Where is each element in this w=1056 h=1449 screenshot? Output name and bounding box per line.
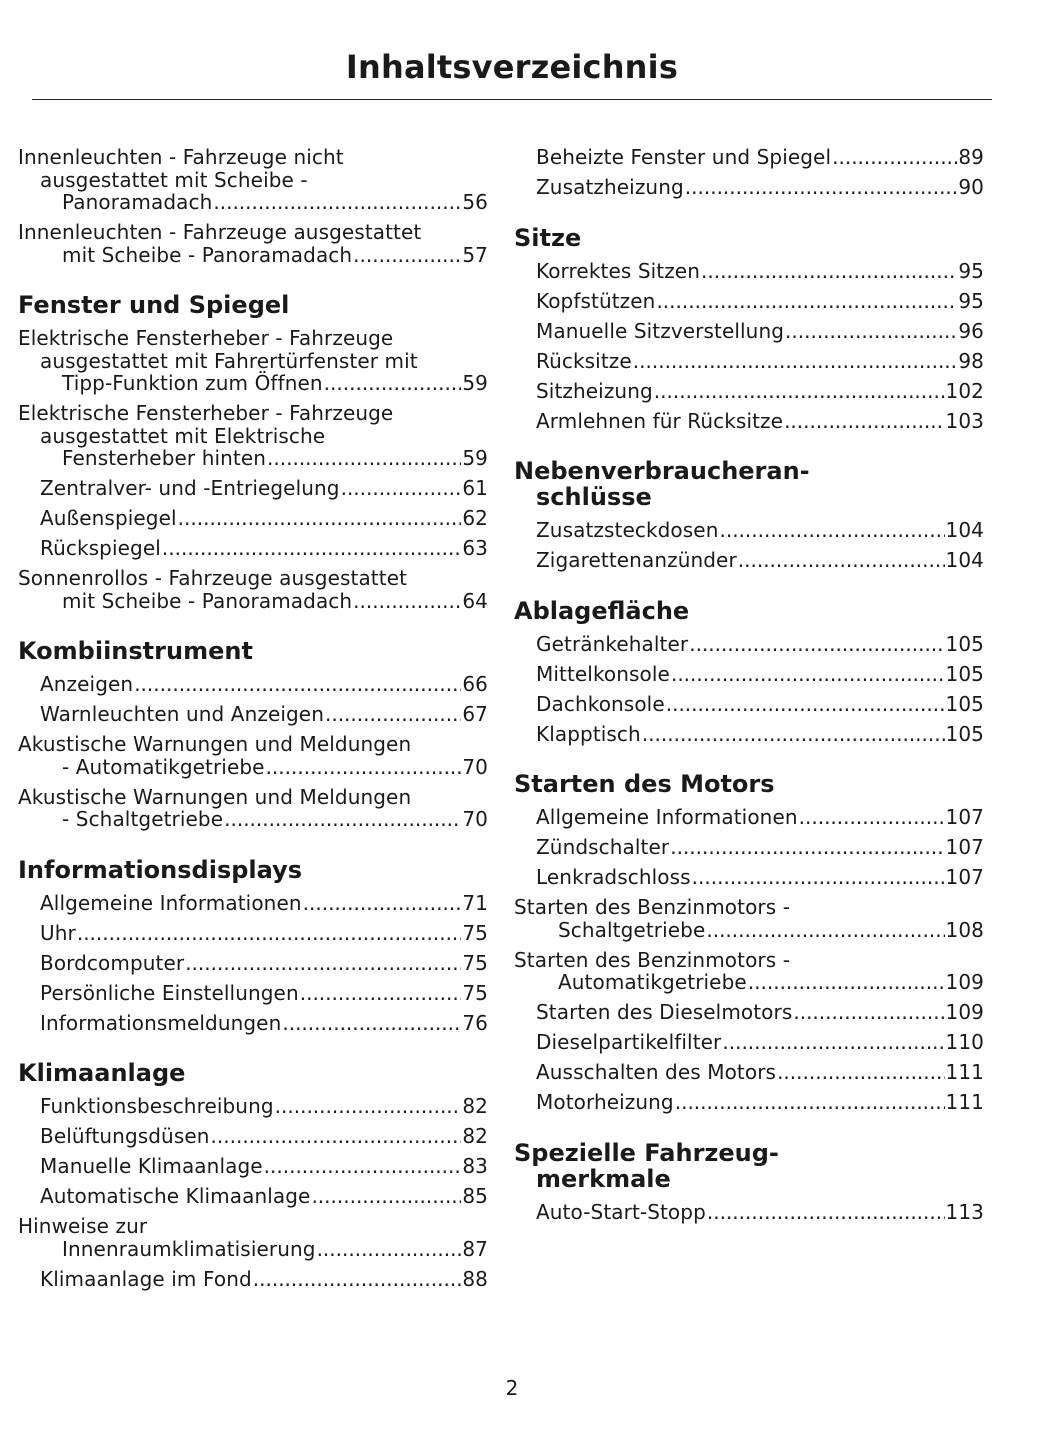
toc-entry[interactable]	[536, 1031, 984, 1054]
toc-entry-text: - Schaltgetriebe	[62, 807, 224, 831]
toc-entry[interactable]	[536, 549, 984, 572]
toc-page-number: 104	[945, 548, 984, 572]
section-heading-line: schlüsse	[536, 483, 652, 511]
toc-entry-row	[536, 663, 984, 686]
toc-entry-row	[536, 1201, 984, 1224]
dot-leader	[748, 971, 945, 994]
dot-leader	[706, 919, 944, 942]
toc-entry-text: ausgestattet mit Elektrische	[40, 423, 326, 448]
dot-leader	[832, 146, 957, 169]
toc-right-column	[514, 145, 984, 1231]
toc-entry-text: Panoramadach	[62, 190, 213, 214]
toc-entry-row	[62, 191, 488, 214]
toc-page-number: 102	[945, 378, 984, 403]
toc-entry[interactable]	[514, 947, 984, 994]
dot-leader	[224, 808, 461, 831]
dot-leader	[719, 519, 944, 542]
toc-entry[interactable]	[536, 1201, 984, 1224]
dot-leader	[77, 922, 462, 945]
dot-leader	[264, 1155, 462, 1178]
toc-entry-text: Bordcomputer	[40, 950, 185, 975]
toc-entry-row	[558, 919, 984, 942]
toc-page-number: 62	[462, 506, 488, 530]
toc-page-number: 95	[958, 258, 984, 283]
toc-page-number: 111	[945, 1090, 984, 1114]
toc-page-number: 70	[462, 754, 488, 779]
toc-entry[interactable]	[536, 693, 984, 716]
toc-entry-row	[62, 244, 488, 267]
dot-leader	[793, 1001, 944, 1024]
toc-entry[interactable]	[536, 633, 984, 656]
toc-page-number: 64	[462, 588, 488, 613]
dot-leader	[633, 350, 958, 373]
toc-page-number: 104	[945, 518, 984, 542]
dot-leader	[642, 723, 945, 746]
toc-entry-row	[40, 922, 488, 945]
toc-entry-text: Getränkehalter	[536, 631, 689, 656]
toc-entry[interactable]	[536, 836, 984, 859]
toc-entry-text: Mittelkonsole	[536, 661, 670, 686]
dot-leader	[738, 549, 945, 572]
toc-entry-text: Dieselpartikelfilter	[536, 1030, 722, 1054]
toc-entry-text: Belüftungsdüsen	[40, 1124, 210, 1148]
toc-entry-row	[536, 519, 984, 542]
dot-leader	[670, 836, 944, 859]
dot-leader	[654, 380, 945, 403]
toc-entry-text: Persönliche Einstellungen	[40, 980, 299, 1005]
toc-page-number: 108	[945, 917, 984, 942]
dot-leader	[785, 320, 957, 343]
toc-entry-row	[536, 320, 984, 343]
dot-leader	[341, 477, 462, 500]
toc-page-number: 96	[958, 318, 984, 343]
toc-entry-text: Rückspiegel	[40, 536, 161, 560]
toc-entry-row	[536, 1061, 984, 1084]
toc-entry[interactable]	[18, 1214, 488, 1261]
toc-page-number: 71	[462, 890, 488, 915]
toc-page-number: 75	[462, 920, 488, 945]
toc-entry-row	[40, 673, 488, 696]
toc-page-number: 61	[462, 476, 488, 500]
toc-entry-row	[62, 590, 488, 613]
toc-entry-row	[40, 892, 488, 915]
toc-entry-text: Korrektes Sitzen	[536, 258, 700, 283]
toc-entry-text: Anzeigen	[40, 672, 134, 696]
dot-leader	[701, 260, 957, 283]
section-heading-line: Fenster und Spiegel	[18, 291, 290, 319]
toc-entry-text: Starten des Benzinmotors -	[514, 947, 791, 972]
section-heading-line: merkmale	[536, 1164, 671, 1193]
toc-entry-text: Manuelle Sitzverstellung	[536, 318, 785, 343]
toc-entry-row	[536, 380, 984, 403]
toc-entry[interactable]	[536, 290, 984, 313]
dot-leader	[689, 633, 944, 656]
section-heading	[514, 770, 984, 798]
toc-left-column	[18, 145, 488, 1298]
toc-page-number: 59	[462, 371, 488, 395]
toc-entry-text: Akustische Warnungen und Meldungen	[18, 732, 412, 756]
toc-entry[interactable]	[18, 732, 488, 779]
section-heading	[18, 1059, 488, 1087]
toc-entry[interactable]	[40, 982, 488, 1005]
toc-page-number: 107	[945, 805, 984, 829]
toc-entry[interactable]	[40, 703, 488, 726]
toc-entry[interactable]	[18, 566, 488, 613]
toc-entry-text: Armlehnen für Rücksitze	[536, 408, 784, 433]
dot-leader	[311, 1185, 461, 1208]
toc-entry[interactable]	[536, 866, 984, 889]
toc-page-number: 83	[462, 1154, 488, 1178]
toc-entry[interactable]	[40, 537, 488, 560]
toc-entry-text: Klimaanlage im Fond	[40, 1266, 252, 1291]
toc-entry-text: Warnleuchten und Anzeigen	[40, 702, 324, 726]
toc-entry-text: Automatische Klimaanlage	[40, 1184, 311, 1208]
section-heading-line: Spezielle Fahrzeug-	[514, 1138, 779, 1167]
toc-entry-row	[536, 549, 984, 572]
toc-entry-text: Automatikgetriebe	[558, 970, 747, 994]
section-heading-line: Ablagefläche	[514, 596, 690, 625]
toc-page-number: 63	[462, 536, 488, 560]
toc-entry-row	[536, 176, 984, 199]
toc-entry[interactable]	[40, 1125, 488, 1148]
toc-entry-row	[536, 350, 984, 373]
dot-leader	[324, 372, 462, 395]
section-heading	[514, 596, 984, 625]
toc-entry[interactable]	[536, 410, 984, 433]
toc-entry-row	[40, 1185, 488, 1208]
dot-leader	[303, 892, 462, 915]
page-title: Inhaltsverzeichnis	[345, 48, 679, 86]
section-heading	[18, 291, 488, 319]
section-heading	[514, 223, 984, 252]
toc-entry-row	[62, 372, 488, 395]
toc-entry[interactable]	[40, 477, 488, 500]
toc-entry-row	[536, 290, 984, 313]
toc-entry-text: Allgemeine Informationen	[536, 805, 798, 829]
toc-entry-row	[40, 477, 488, 500]
toc-entry[interactable]	[18, 784, 488, 831]
toc-entry[interactable]	[536, 723, 984, 746]
toc-page-number: 103	[945, 408, 984, 433]
dot-leader	[267, 447, 461, 470]
toc-entry[interactable]	[536, 519, 984, 542]
toc-entry-row	[40, 1012, 488, 1035]
dot-leader	[353, 590, 461, 613]
dot-leader	[211, 1125, 462, 1148]
toc-entry-row	[536, 693, 984, 716]
toc-entry-text: Fensterheber hinten	[62, 446, 267, 470]
toc-page-number: 87	[462, 1236, 488, 1261]
toc-entry[interactable]	[536, 1001, 984, 1024]
toc-page-number: 109	[945, 1000, 984, 1024]
toc-entry-text: Motorheizung	[536, 1090, 674, 1114]
toc-entry[interactable]	[18, 401, 488, 470]
toc-page-number: 98	[958, 348, 984, 373]
toc-entry[interactable]	[40, 507, 488, 530]
toc-entry-row	[536, 836, 984, 859]
toc-entry-text: Kopfstützen	[536, 288, 656, 313]
toc-entry[interactable]	[536, 176, 984, 199]
dot-leader	[353, 244, 461, 267]
toc-page-number: 111	[945, 1060, 984, 1084]
section-heading-line: Kombiinstrument	[18, 637, 253, 665]
section-heading	[18, 637, 488, 665]
toc-entry-text: mit Scheibe - Panoramadach	[62, 242, 353, 267]
toc-entry-text: Hinweise zur	[18, 1214, 148, 1238]
toc-page-number: 82	[462, 1124, 488, 1148]
toc-entry[interactable]	[40, 1185, 488, 1208]
dot-leader	[282, 1012, 461, 1035]
toc-entry-text: Ausschalten des Motors	[536, 1060, 777, 1084]
toc-page-number: 105	[945, 631, 984, 656]
dot-leader	[213, 191, 461, 214]
section-heading	[514, 457, 984, 511]
toc-entry-text: Innenraumklimatisierung	[62, 1236, 316, 1261]
toc-entry[interactable]	[514, 895, 984, 942]
toc-entry-row	[40, 1155, 488, 1178]
toc-entry-row	[40, 537, 488, 560]
toc-entry-text: Starten des Dieselmotors	[536, 1000, 793, 1024]
toc-entry-text: Sitzheizung	[536, 378, 653, 403]
dot-leader	[777, 1061, 944, 1084]
toc-entry[interactable]	[40, 1095, 488, 1118]
dot-leader	[722, 1031, 944, 1054]
toc-entry[interactable]	[536, 806, 984, 829]
dot-leader	[799, 806, 945, 829]
toc-entry-text: Schaltgetriebe	[558, 917, 706, 942]
toc-entry-row	[40, 1125, 488, 1148]
toc-page-number: 75	[462, 950, 488, 975]
toc-entry-row	[40, 982, 488, 1005]
toc-entry-text: Manuelle Klimaanlage	[40, 1154, 263, 1178]
toc-entry-text: Starten des Benzinmotors -	[514, 895, 791, 919]
toc-page-number: 70	[462, 807, 488, 831]
toc-entry-row	[558, 971, 984, 994]
dot-leader	[162, 537, 461, 560]
page-number: 2	[505, 1376, 519, 1400]
toc-entry[interactable]	[536, 1091, 984, 1114]
toc-entry-row	[536, 1031, 984, 1054]
toc-entry-text: Sonnenrollos - Fahrzeuge ausgestattet	[18, 566, 408, 590]
toc-entry-text: ausgestattet mit Fahrertürfenster mit	[40, 348, 418, 373]
toc-entry-row	[40, 1268, 488, 1291]
section-heading-line: Klimaanlage	[18, 1059, 186, 1087]
dot-leader	[784, 410, 944, 433]
section-heading	[18, 855, 488, 884]
toc-entry[interactable]	[40, 1268, 488, 1291]
toc-page-number: 90	[958, 175, 984, 199]
toc-page-number: 76	[462, 1010, 488, 1035]
dot-leader	[707, 1201, 945, 1224]
dot-leader	[300, 982, 462, 1005]
toc-page-number: 89	[958, 145, 984, 169]
toc-page-number: 110	[945, 1030, 984, 1054]
toc-entry-text: Außenspiegel	[40, 506, 177, 530]
toc-page-number: 105	[945, 721, 984, 746]
dot-leader	[671, 663, 945, 686]
toc-entry-row	[536, 806, 984, 829]
toc-page-number: 105	[945, 691, 984, 716]
toc-page-number: 57	[462, 242, 488, 267]
toc-entry[interactable]	[536, 260, 984, 283]
section-heading-line: Nebenverbraucheran-	[514, 457, 810, 485]
dot-leader	[685, 176, 958, 199]
toc-entry-text: Akustische Warnungen und Meldungen	[18, 784, 412, 809]
toc-entry-row	[62, 1238, 488, 1261]
toc-entry-row	[536, 260, 984, 283]
toc-entry-text: Allgemeine Informationen	[40, 890, 302, 915]
toc-entry-text: Zusatzsteckdosen	[536, 518, 719, 542]
toc-entry[interactable]	[536, 320, 984, 343]
toc-entry-text: Zusatzheizung	[536, 175, 684, 199]
toc-entry-row	[536, 146, 984, 169]
toc-entry-text: Innenleuchten - Fahrzeuge nicht	[18, 145, 344, 169]
dot-leader	[275, 1095, 462, 1118]
dot-leader	[134, 673, 461, 696]
toc-page-number: 59	[462, 446, 488, 470]
title-divider	[32, 99, 992, 100]
toc-page-number: 113	[945, 1199, 984, 1224]
toc-entry-text: Tipp-Funktion zum Öffnen	[62, 371, 323, 395]
toc-page-number: 85	[462, 1184, 488, 1208]
toc-entry-row	[40, 1095, 488, 1118]
toc-page-number: 107	[945, 865, 984, 889]
toc-entry-row	[536, 410, 984, 433]
toc-page-number: 67	[462, 702, 488, 726]
toc-entry-row	[40, 952, 488, 975]
toc-entry[interactable]	[40, 1155, 488, 1178]
section-heading-line: Sitze	[514, 223, 582, 252]
dot-leader	[317, 1238, 462, 1261]
toc-entry-row	[40, 507, 488, 530]
toc-entry-text: Informationsmeldungen	[40, 1010, 282, 1035]
toc-entry-text: mit Scheibe - Panoramadach	[62, 588, 353, 613]
dot-leader	[253, 1268, 462, 1291]
toc-entry-text: Lenkradschloss	[536, 865, 691, 889]
toc-entry-text: Elektrische Fensterheber - Fahrzeuge	[18, 401, 394, 425]
dot-leader	[178, 507, 462, 530]
toc-page-number: 107	[945, 835, 984, 859]
toc-entry-row	[536, 1001, 984, 1024]
toc-entry[interactable]	[536, 380, 984, 403]
dot-leader	[656, 290, 957, 313]
toc-page-number: 109	[945, 970, 984, 994]
toc-page-number: 75	[462, 980, 488, 1005]
toc-entry-text: ausgestattet mit Scheibe -	[40, 167, 308, 192]
toc-page-number: 56	[462, 190, 488, 214]
toc-entry-text: Rücksitze	[536, 348, 632, 373]
toc-entry[interactable]	[40, 952, 488, 975]
toc-entry-row	[62, 756, 488, 779]
toc-entry[interactable]	[40, 892, 488, 915]
toc-entry[interactable]	[18, 220, 488, 267]
toc-entry[interactable]	[536, 663, 984, 686]
section-heading-line: Starten des Motors	[514, 770, 775, 798]
toc-entry-text: Zündschalter	[536, 835, 670, 859]
toc-entry-row	[536, 633, 984, 656]
toc-entry-text: Elektrische Fensterheber - Fahrzeuge	[18, 326, 394, 350]
toc-entry[interactable]	[40, 922, 488, 945]
toc-entry-text: Beheizte Fenster und Spiegel	[536, 145, 832, 169]
toc-entry[interactable]	[40, 673, 488, 696]
toc-entry[interactable]	[18, 326, 488, 395]
dot-leader	[692, 866, 945, 889]
toc-entry-text: Uhr	[40, 920, 76, 945]
toc-entry-text: - Automatikgetriebe	[62, 754, 265, 779]
toc-entry[interactable]	[536, 1061, 984, 1084]
toc-page-number: 105	[945, 661, 984, 686]
dot-leader	[266, 756, 462, 779]
toc-entry-row	[536, 866, 984, 889]
toc-entry[interactable]	[40, 1012, 488, 1035]
dot-leader	[185, 952, 461, 975]
toc-entry-row	[62, 808, 488, 831]
dot-leader	[666, 693, 945, 716]
toc-entry-text: Dachkonsole	[536, 691, 665, 716]
toc-entry-text: Innenleuchten - Fahrzeuge ausgestattet	[18, 220, 422, 244]
toc-entry-row	[536, 1091, 984, 1114]
toc-entry-row	[62, 447, 488, 470]
toc-entry-text: Zigarettenanzünder	[536, 548, 737, 572]
toc-entry[interactable]	[536, 146, 984, 169]
toc-entry-text: Klapptisch	[536, 721, 641, 746]
toc-page-number: 95	[958, 288, 984, 313]
toc-page-number: 66	[462, 672, 488, 696]
section-heading-line: Informationsdisplays	[18, 855, 303, 884]
dot-leader	[675, 1091, 945, 1114]
dot-leader	[325, 703, 461, 726]
section-heading	[514, 1138, 984, 1193]
toc-page-number: 88	[462, 1266, 488, 1291]
toc-entry-text: Funktionsbeschreibung	[40, 1094, 274, 1118]
toc-entry-row	[536, 723, 984, 746]
toc-entry[interactable]	[536, 350, 984, 373]
toc-entry-text: Auto-Start-Stopp	[536, 1199, 706, 1224]
toc-entry[interactable]	[18, 145, 488, 214]
toc-entry-row	[40, 703, 488, 726]
toc-entry-text: Zentralver- und -Entriegelung	[40, 476, 340, 500]
toc-page-number: 82	[462, 1094, 488, 1118]
